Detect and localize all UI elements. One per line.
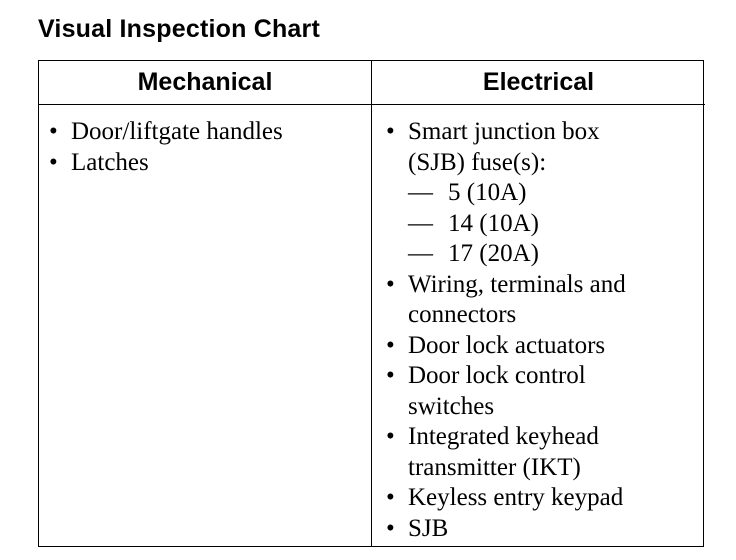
bullet-icon: • <box>386 484 395 511</box>
mechanical-cell <box>39 105 372 546</box>
fuse-value: 14 (10A) <box>448 209 539 237</box>
fuse-value: 17 (20A) <box>448 240 539 267</box>
item-text-cont: (SJB) fuse(s): <box>408 148 547 176</box>
item-text: Integrated keyhead <box>408 423 599 450</box>
fuse-subitem <box>408 178 705 209</box>
list-item <box>386 270 705 331</box>
fuse-subitem <box>408 209 705 240</box>
bullet-icon: • <box>386 423 395 450</box>
electrical-list <box>386 117 705 544</box>
item-text: Door lock actuators <box>408 331 606 359</box>
item-text-cont: switches <box>408 392 495 420</box>
list-item <box>386 483 705 514</box>
list-item <box>386 117 705 270</box>
item-text-cont: transmitter (IKT) <box>408 453 581 481</box>
list-item <box>49 117 371 148</box>
item-text: Door lock control <box>408 362 586 389</box>
electrical-cell <box>372 105 705 546</box>
bullet-icon: • <box>49 118 58 145</box>
page-title: Visual Inspection Chart <box>38 15 320 43</box>
fuse-value: 5 (10A) <box>448 179 527 206</box>
list-item <box>386 514 705 545</box>
list-item <box>386 331 705 362</box>
item-text: SJB <box>408 514 449 542</box>
bullet-icon: • <box>386 514 395 542</box>
list-item <box>386 361 705 422</box>
item-text-cont: connectors <box>408 301 517 328</box>
mechanical-header: Mechanical <box>39 61 372 105</box>
item-text: Wiring, terminals and <box>408 270 626 298</box>
dash-icon: — <box>408 179 433 206</box>
bullet-icon: • <box>386 331 395 359</box>
item-text: Latches <box>71 148 149 176</box>
dash-icon: — <box>408 240 433 267</box>
item-text: Door/liftgate handles <box>71 118 283 145</box>
list-item <box>386 422 705 483</box>
dash-icon: — <box>408 209 433 237</box>
fuse-subitem <box>408 239 705 270</box>
list-item <box>49 148 371 179</box>
electrical-header: Electrical <box>372 61 705 105</box>
inspection-table <box>38 60 704 547</box>
item-text: Smart junction box <box>408 118 600 145</box>
bullet-icon: • <box>49 148 58 176</box>
bullet-icon: • <box>386 270 395 298</box>
bullet-icon: • <box>386 362 395 389</box>
mechanical-list <box>49 117 371 178</box>
bullet-icon: • <box>386 118 395 145</box>
item-text: Keyless entry keypad <box>408 484 624 511</box>
